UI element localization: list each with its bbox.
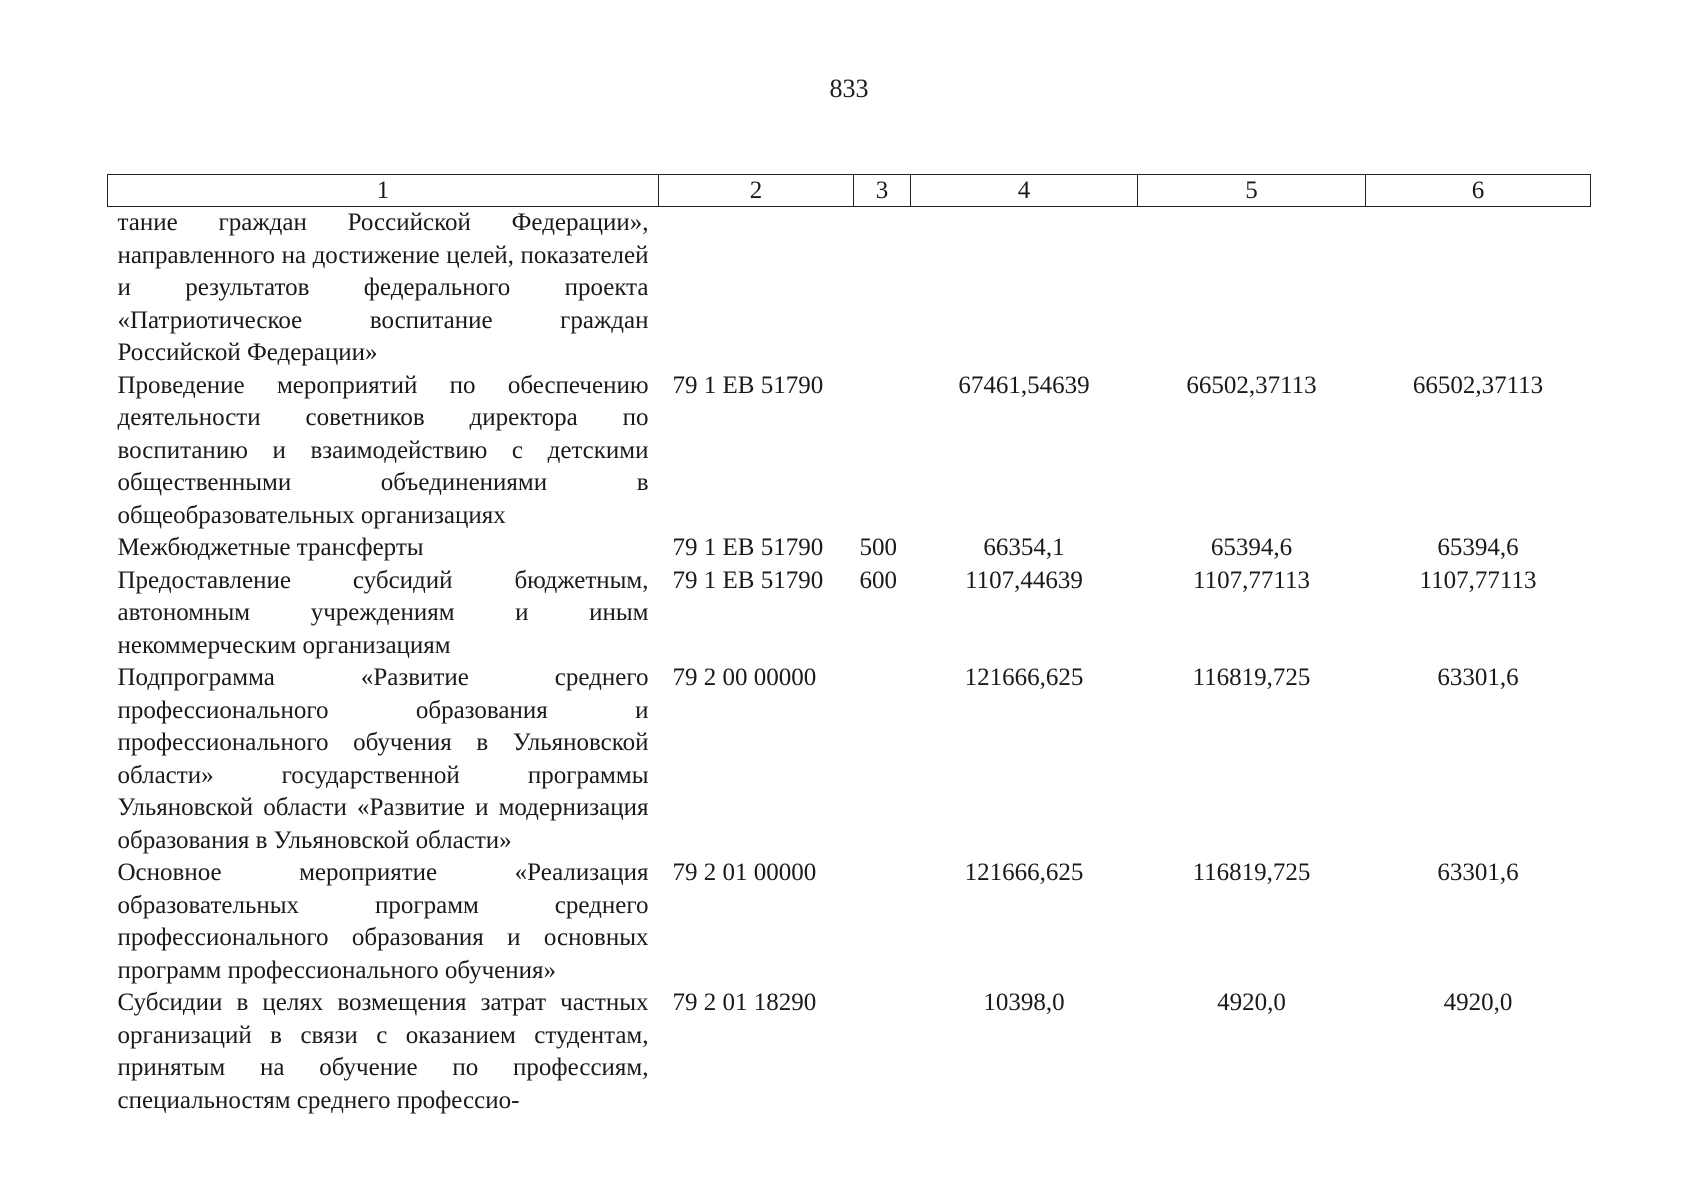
row-value-5: 66502,37113 (1186, 371, 1317, 399)
row-value-6: 66502,37113 (1412, 371, 1544, 399)
header-cell-6: 6 (1366, 175, 1591, 207)
page-number: 833 (829, 74, 869, 103)
row-value-4: 121666,625 (964, 664, 1084, 691)
row-value-5: 116819,725 (1192, 664, 1311, 691)
row-value-4: 121666,625 (964, 859, 1084, 886)
row-value-5: 1107,77113 (1193, 566, 1310, 594)
row-value-4: 67461,54639 (958, 371, 1090, 399)
header-cell-3: 3 (854, 175, 911, 207)
table-row (108, 987, 1591, 1117)
row-value-6: 63301,6 (1437, 664, 1519, 691)
row-name: Субсидии в целях возмещения затрат частных организаций в связи с оказанием студентам, принятым на обучение по профессиям, специальностям среднего профессио- (117, 989, 649, 1114)
row-value-6 (1366, 207, 1591, 370)
table-row (108, 565, 1591, 663)
row-value-5 (1138, 207, 1366, 370)
row-value-6: 1107,77113 (1419, 566, 1537, 594)
header-cell-5: 5 (1138, 175, 1366, 207)
table-header (108, 175, 1591, 207)
header-row (108, 175, 1591, 207)
row-code: 79 2 00 00000 (672, 664, 817, 691)
row-type (854, 987, 911, 1117)
header-cell-2: 2 (659, 175, 854, 207)
row-value-6: 65394,6 (1437, 534, 1519, 561)
row-type (854, 207, 911, 370)
table-row (108, 662, 1591, 857)
row-type (854, 662, 911, 857)
row-value-4: 66354,1 (983, 534, 1065, 561)
row-name: Предоставление субсидий бюджетным, автономным учреждениям и иным некоммерческим организациям (117, 566, 649, 659)
row-code: 79 2 01 00000 (672, 859, 817, 886)
row-type (854, 857, 911, 987)
table-row (108, 370, 1591, 533)
row-value-6: 63301,6 (1437, 859, 1519, 886)
row-type: 500 (859, 534, 897, 561)
row-value-6: 4920,0 (1443, 989, 1513, 1016)
row-code (659, 207, 854, 370)
row-code: 79 1 EB 51790 (672, 566, 824, 594)
row-code: 79 2 01 18290 (672, 989, 817, 1016)
table-row (108, 857, 1591, 987)
row-name: Проведение мероприятий по обеспечению деятельности советников директора по воспитанию и взаимодействию с детскими общественными объединениями в общеобразовательных организациях (117, 371, 649, 529)
header-cell-4: 4 (911, 175, 1138, 207)
row-code: 79 1 EB 51790 (672, 371, 824, 399)
table-row (108, 207, 1591, 370)
table-body (108, 207, 1591, 1118)
row-name: Основное мероприятие «Реализация образовательных программ среднего профессионального образования и основных программ профессионального обучения» (117, 859, 649, 984)
budget-table (107, 174, 1591, 1117)
row-name: Межбюджетные трансферты (117, 534, 424, 561)
row-value-4: 10398,0 (983, 989, 1065, 1016)
row-value-5: 65394,6 (1210, 534, 1293, 561)
row-code: 79 1 EB 51790 (672, 534, 824, 561)
header-cell-1: 1 (108, 175, 659, 207)
row-name: Подпрограмма «Развитие среднего профессионального образования и профессионального обучения в Ульяновской области» государственной программы Ульяновской области «Развитие и модернизация образования в Ульяновской области» (117, 664, 649, 854)
row-value-5: 116819,725 (1192, 859, 1311, 886)
row-type: 600 (859, 566, 897, 594)
row-type (854, 370, 911, 533)
row-value-5: 4920,0 (1217, 989, 1286, 1016)
row-value-4 (911, 207, 1138, 370)
row-value-4: 1107,44639 (965, 566, 1083, 594)
table-row (108, 532, 1591, 565)
row-name: тание граждан Российской Федерации», направленного на достижение целей, показателей и результатов федерального проекта «Патриотическое воспитание граждан Российской Федерации» (117, 209, 649, 366)
